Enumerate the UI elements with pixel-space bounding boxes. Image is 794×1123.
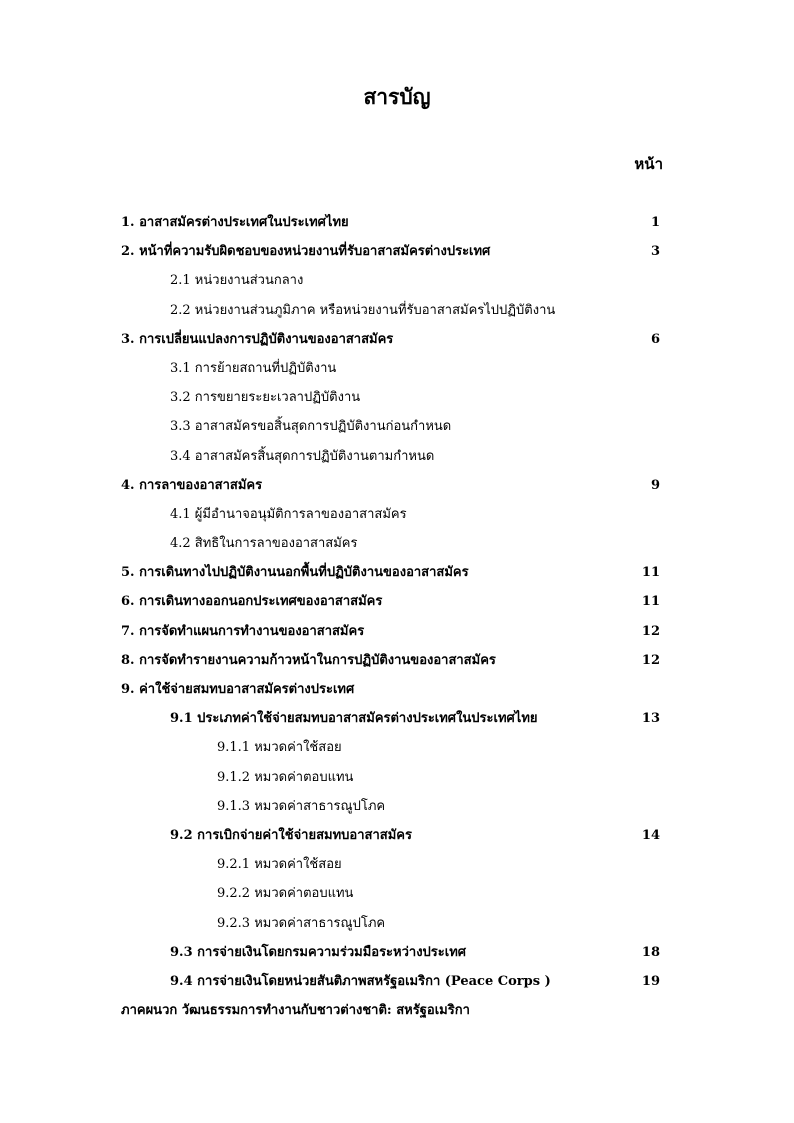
toc-entry-label: 2.2 หน่วยงานส่วนภูมิภาค หรือหน่วยงานที่รับอาสาสมัครไปปฏิบัติงาน (170, 302, 556, 318)
toc-entry (121, 763, 666, 792)
toc-entry-page-number: 12 (641, 623, 660, 639)
toc-entry-label: 4.1 ผู้มีอำนาจอนุมัติการลาของอาสาสมัคร (170, 506, 407, 522)
toc-entry-page-number: 1 (650, 215, 660, 230)
toc-entry (121, 938, 666, 967)
toc-entry (121, 529, 666, 558)
toc-entry-label: 4. การลาของอาสาสมัคร (121, 477, 263, 493)
toc-entry-label: 3.3 อาสาสมัครขอสิ้นสุดการปฏิบัติงานก่อนกำหนด (170, 419, 452, 435)
toc-entry (121, 412, 666, 441)
toc-entry-label: 4.2 สิทธิในการลาของอาสาสมัคร (170, 536, 358, 552)
toc-entry-label: 9.2 การเบิกจ่ายค่าใช้จ่ายสมทบอาสาสมัคร (170, 827, 412, 843)
toc-entry-page-number: 6 (650, 331, 660, 347)
toc-entry (121, 354, 666, 383)
toc-entry (121, 646, 666, 675)
toc-entry-page-number: 14 (641, 827, 660, 843)
toc-entry-page-number: 9 (650, 477, 660, 493)
toc-entry (121, 996, 666, 1025)
toc-entry-label: ภาคผนวก วัฒนธรรมการทำงานกับชาวต่างชาติ: สหรัฐอเมริกา (121, 1003, 470, 1019)
toc-entry (121, 471, 666, 500)
toc-entry-label: 9. ค่าใช้จ่ายสมทบอาสาสมัครต่างประเทศ (121, 682, 355, 697)
toc-entry (121, 296, 666, 325)
toc-entry-label: 7. การจัดทำแผนการทำงานของอาสาสมัคร (121, 623, 365, 639)
toc-entry (121, 675, 666, 704)
toc-entry-label: 2. หน้าที่ความรับผิดชอบของหน่วยงานที่รับอาสาสมัครต่างประเทศ (121, 244, 491, 260)
toc-entry (121, 879, 666, 908)
toc-entry (121, 909, 666, 938)
toc-entry-label: 9.4 การจ่ายเงินโดยหน่วยสันติภาพสหรัฐอเมริกา (Peace Corps ) (170, 973, 551, 989)
toc-entry (121, 383, 666, 412)
toc-entry-label: 5. การเดินทางไปปฏิบัติงานนอกพื้นที่ปฏิบัติงานของอาสาสมัคร (121, 565, 469, 581)
toc-entry-label: 8. การจัดทำรายงานความก้าวหน้าในการปฏิบัติงานของอาสาสมัคร (121, 652, 496, 668)
page-column-label: หน้า (634, 155, 663, 173)
toc-entry-label: 9.1.1 หมวดค่าใช้สอย (217, 740, 342, 756)
toc-entry-page-number: 11 (641, 594, 660, 610)
toc-entry-label: 9.3 การจ่ายเงินโดยกรมความร่วมมือระหว่างประเทศ (170, 944, 467, 960)
toc-entry (121, 821, 666, 850)
toc-entry (121, 237, 666, 266)
toc-entry (121, 266, 666, 295)
toc-entry (121, 733, 666, 762)
toc-entry-label: 9.1 ประเภทค่าใช้จ่ายสมทบอาสาสมัครต่างประเทศในประเทศไทย (170, 711, 538, 727)
toc-entry-label: 9.2.3 หมวดค่าสาธารณูปโภค (217, 915, 386, 931)
toc-entry-label: 9.2.2 หมวดค่าตอบแทน (217, 886, 354, 902)
toc-entry-page-number: 18 (641, 944, 660, 960)
table-of-contents (121, 208, 666, 1025)
toc-entry (121, 967, 666, 996)
toc-entry-label: 3. การเปลี่ยนแปลงการปฏิบัติงานของอาสาสมัคร (121, 331, 394, 347)
toc-entry-page-number: 19 (641, 973, 660, 989)
toc-entry-label: 1. อาสาสมัครต่างประเทศในประเทศไทย (121, 215, 349, 230)
toc-entry-label: 3.2 การขยายระยะเวลาปฏิบัติงาน (170, 390, 361, 406)
toc-entry-label: 6. การเดินทางออกนอกประเทศของอาสาสมัคร (121, 594, 383, 610)
toc-entry (121, 792, 666, 821)
toc-entry-page-number: 13 (641, 711, 660, 727)
toc-entry (121, 704, 666, 733)
toc-entry-page-number: 12 (641, 652, 660, 668)
document-title: สารบัญ (363, 84, 431, 109)
toc-entry (121, 587, 666, 616)
toc-entry (121, 617, 666, 646)
toc-entry (121, 208, 666, 237)
toc-entry-label: 9.2.1 หมวดค่าใช้สอย (217, 857, 342, 873)
toc-entry-label: 9.1.3 หมวดค่าสาธารณูปโภค (217, 798, 386, 814)
toc-entry-label: 3.1 การย้ายสถานที่ปฏิบัติงาน (170, 360, 337, 376)
toc-entry (121, 558, 666, 587)
toc-entry (121, 325, 666, 354)
toc-entry (121, 850, 666, 879)
toc-entry-label: 9.1.2 หมวดค่าตอบแทน (217, 769, 354, 785)
toc-entry-page-number: 11 (641, 565, 660, 581)
toc-entry-label: 3.4 อาสาสมัครสิ้นสุดการปฏิบัติงานตามกำหนด (170, 448, 435, 464)
toc-entry (121, 442, 666, 471)
toc-entry (121, 500, 666, 529)
toc-entry-page-number: 3 (650, 244, 660, 260)
toc-entry-label: 2.1 หน่วยงานส่วนกลาง (170, 273, 304, 289)
